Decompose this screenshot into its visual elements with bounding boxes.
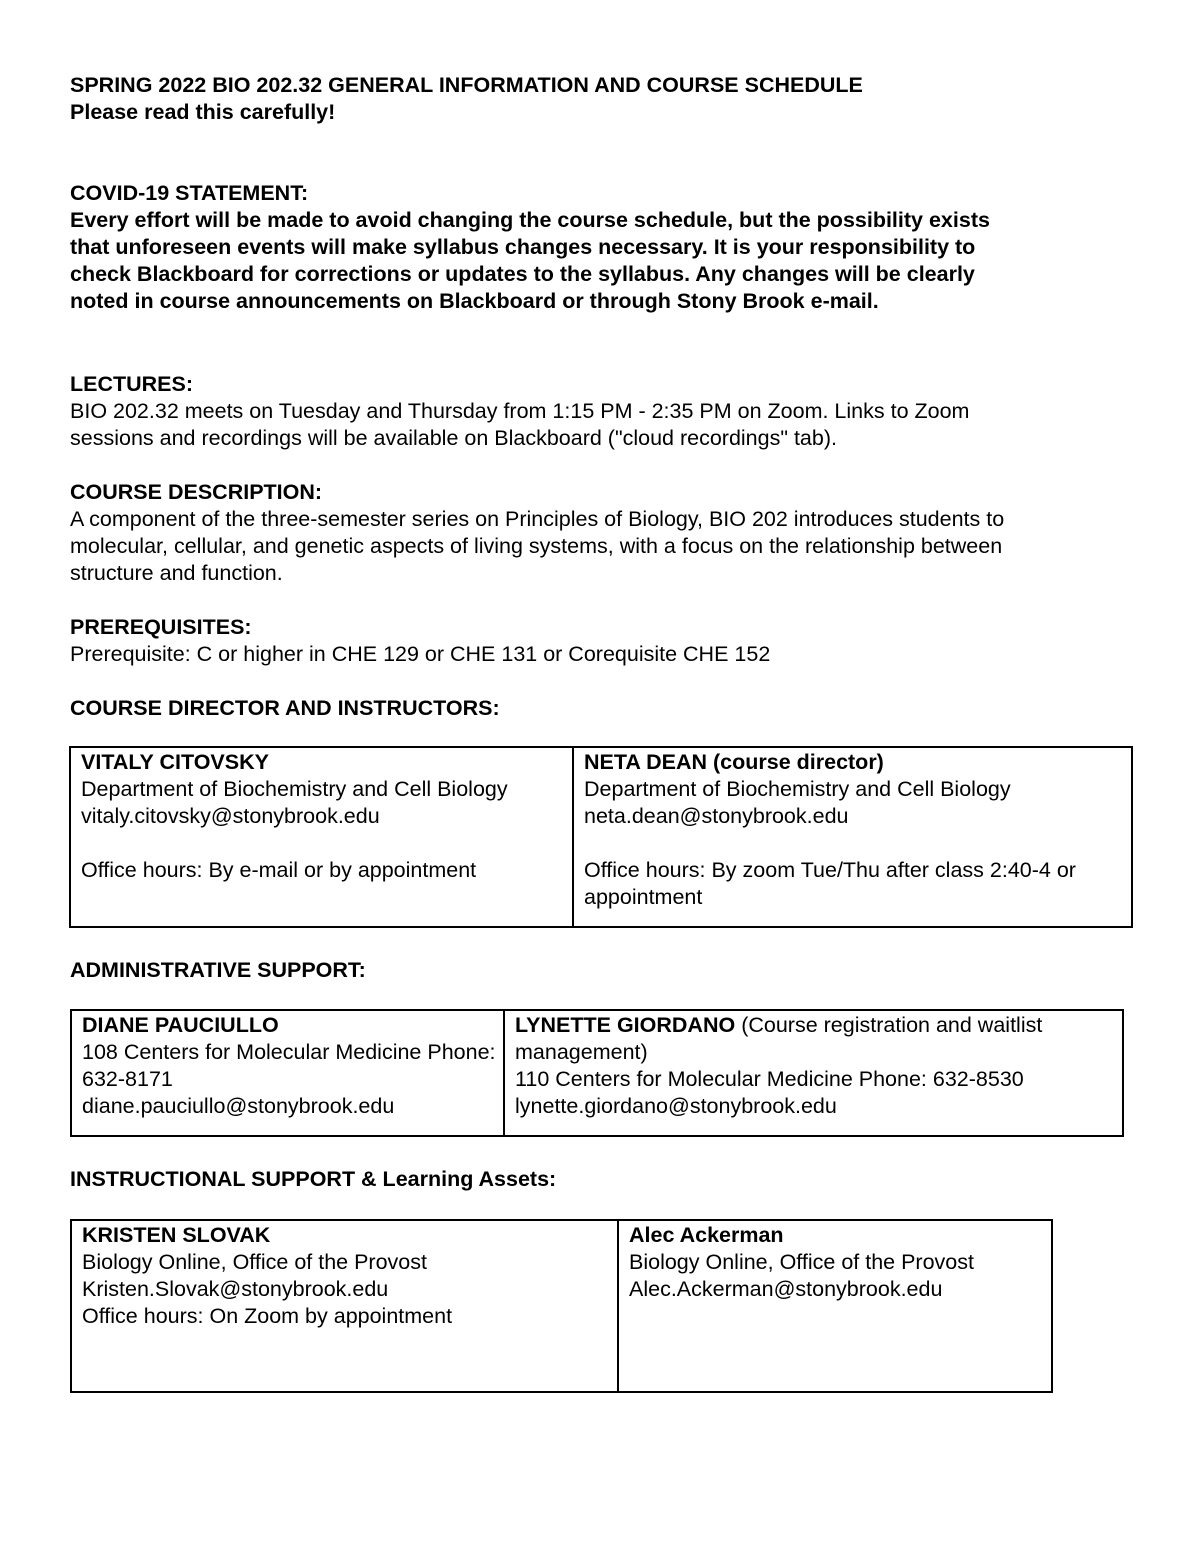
instructor-email: vitaly.citovsky@stonybrook.edu <box>81 804 380 828</box>
lectures-section <box>70 371 1005 452</box>
instructor-dept: Department of Biochemistry and Cell Biology <box>584 777 1011 801</box>
admin-cell-giordano <box>504 1010 1123 1136</box>
lectures-body: BIO 202.32 meets on Tuesday and Thursday from 1:15 PM - 2:35 PM on Zoom. Links to Zoom sessions and recordings will be available on Blackboard ("cloud recordings" tab). <box>70 399 970 450</box>
support-office: Biology Online, Office of the Provost <box>629 1250 974 1274</box>
lectures-heading: LECTURES: <box>70 372 194 396</box>
instructional-table <box>70 1219 1053 1393</box>
instructor-office-hours: Office hours: By e-mail or by appointment <box>81 858 477 882</box>
admin-section <box>70 957 1130 984</box>
description-heading: COURSE DESCRIPTION: <box>70 480 323 504</box>
instructor-cell-dean <box>573 747 1132 927</box>
admin-cell-pauciullo <box>71 1010 504 1136</box>
support-email: Alec.Ackerman@stonybrook.edu <box>629 1277 943 1301</box>
page-subtitle: Please read this carefully! <box>70 100 336 124</box>
admin-address: 108 Centers for Molecular Medicine Phone: <box>82 1040 495 1064</box>
admin-email: diane.pauciullo@stonybrook.edu <box>82 1094 395 1118</box>
instructional-cell-ackerman <box>618 1220 1052 1392</box>
instructor-office-hours: Office hours: By zoom Tue/Thu after class 2:40-4 or appointment <box>584 858 1076 909</box>
instructor-email: neta.dean@stonybrook.edu <box>584 804 849 828</box>
instructors-table <box>69 746 1133 928</box>
admin-address: 110 Centers for Molecular Medicine Phone: 632-8530 <box>515 1067 1024 1091</box>
covid-heading: COVID-19 STATEMENT: <box>70 181 309 205</box>
instructor-name: VITALY CITOVSKY <box>81 750 269 774</box>
admin-phone: 632-8171 <box>82 1067 173 1091</box>
description-body: A component of the three-semester series on Principles of Biology, BIO 202 introduces students to molecular, cellular, and genetic aspects of living systems, with a focus on the relationship between structure and function. <box>70 507 1005 585</box>
instructor-name: NETA DEAN (course director) <box>584 750 884 774</box>
prereq-section <box>70 614 1130 668</box>
support-name: KRISTEN SLOVAK <box>82 1223 271 1247</box>
admin-heading: ADMINISTRATIVE SUPPORT: <box>70 958 366 982</box>
admin-email: lynette.giordano@stonybrook.edu <box>515 1094 837 1118</box>
prereq-heading: PREREQUISITES: <box>70 615 252 639</box>
instructional-cell-slovak <box>71 1220 618 1392</box>
admin-role: (Course registration and waitlist management) <box>515 1013 1043 1064</box>
admin-name: LYNETTE GIORDANO <box>515 1013 736 1037</box>
instructors-heading: COURSE DIRECTOR AND INSTRUCTORS: <box>70 696 500 720</box>
prereq-body: Prerequisite: C or higher in CHE 129 or CHE 131 or Corequisite CHE 152 <box>70 642 771 666</box>
covid-section <box>70 180 1000 315</box>
instructors-section <box>70 695 1130 722</box>
instructional-section <box>70 1166 1130 1193</box>
admin-table <box>70 1009 1124 1137</box>
covid-body: Every effort will be made to avoid changing the course schedule, but the possibility exists that unforeseen events will make syllabus changes necessary. It is your responsibility to check Blackboard for corrections or updates to the syllabus. Any changes will be clearly noted in course announcements on Blackboard or through Stony Brook e-mail. <box>70 208 990 313</box>
support-email: Kristen.Slovak@stonybrook.edu <box>82 1277 389 1301</box>
support-office-hours: Office hours: On Zoom by appointment <box>82 1304 453 1328</box>
instructor-dept: Department of Biochemistry and Cell Biology <box>81 777 508 801</box>
instructor-cell-citovsky <box>70 747 573 927</box>
support-name: Alec Ackerman <box>629 1223 784 1247</box>
admin-name-role <box>515 1012 1114 1066</box>
instructional-heading: INSTRUCTIONAL SUPPORT & Learning Assets: <box>70 1167 557 1191</box>
document-header <box>70 72 1130 126</box>
description-section <box>70 479 1005 587</box>
support-office: Biology Online, Office of the Provost <box>82 1250 427 1274</box>
page-title: SPRING 2022 BIO 202.32 GENERAL INFORMATION AND COURSE SCHEDULE <box>70 73 863 97</box>
admin-name: DIANE PAUCIULLO <box>82 1013 279 1037</box>
